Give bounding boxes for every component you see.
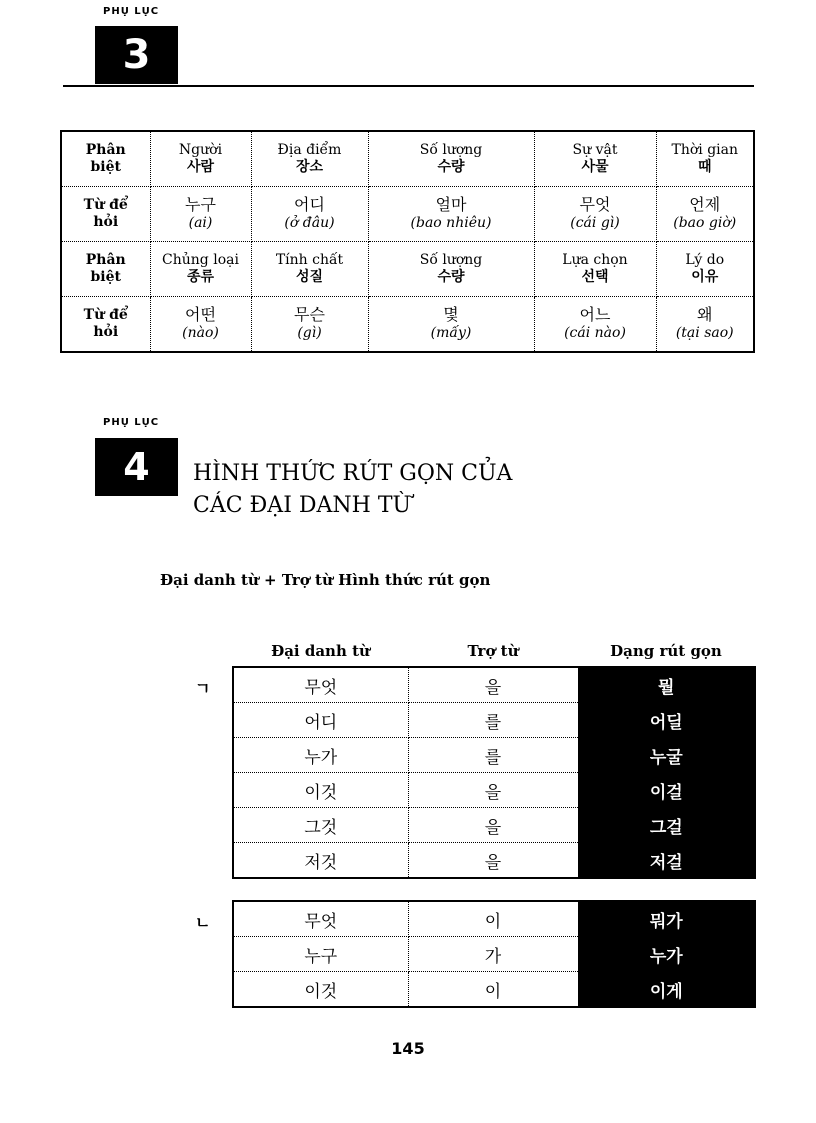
pronoun-cell: 무엇 <box>233 667 408 703</box>
pronoun-cell: 이것 <box>233 972 408 1008</box>
group-marker-2: ㄴ <box>195 913 211 932</box>
korean-question-word: 어느 <box>579 305 611 325</box>
particle-cell: 를 <box>408 703 578 738</box>
vietnamese-meaning: (tại sao) <box>675 325 734 342</box>
table1-cell <box>656 242 754 297</box>
category-vietnamese: Số lượng <box>419 251 483 268</box>
row-header-line: Phân <box>85 251 126 268</box>
short-form-cell: 그걸 <box>578 808 755 843</box>
korean-question-word: 왜 <box>697 305 713 325</box>
category-korean: 사물 <box>581 159 609 175</box>
row-header-line: hỏi <box>93 214 119 230</box>
appendix-4-label: PHỤ LỤC <box>103 417 160 428</box>
table1-cell <box>251 131 368 187</box>
formula-text: Đại danh từ + Trợ từ Hình thức rút gọn <box>160 571 491 589</box>
pronoun-cell: 이것 <box>233 773 408 808</box>
table1-cell <box>534 131 656 187</box>
category-korean: 종류 <box>186 269 215 285</box>
particle-cell: 을 <box>408 808 578 843</box>
contraction-table-group-1 <box>232 666 756 879</box>
short-form-cell: 뭐가 <box>578 901 755 937</box>
category-vietnamese: Lý do <box>685 251 725 268</box>
row-header-line: Từ để <box>83 196 128 213</box>
row-header-line: biệt <box>90 269 121 285</box>
group-marker-1: ㄱ <box>195 679 211 698</box>
row-header-line: Từ để <box>83 306 128 323</box>
column-header-short-form: Dạng rút gọn <box>610 642 722 660</box>
table1-cell <box>251 297 368 353</box>
table1-row <box>61 242 754 297</box>
particle-cell: 가 <box>408 937 578 972</box>
row-header-line: biệt <box>90 159 121 175</box>
particle-cell: 를 <box>408 738 578 773</box>
korean-question-word: 무엇 <box>579 195 611 215</box>
table1-cell <box>150 131 251 187</box>
row-header <box>61 297 150 353</box>
vietnamese-meaning: (ai) <box>188 215 213 232</box>
table1-cell <box>150 297 251 353</box>
table1-cell <box>656 297 754 353</box>
contraction-row <box>233 843 755 879</box>
vietnamese-meaning: (ở đâu) <box>284 215 335 232</box>
contraction-table-group-2 <box>232 900 756 1008</box>
particle-cell: 을 <box>408 843 578 879</box>
short-form-cell: 누가 <box>578 937 755 972</box>
category-vietnamese: Tính chất <box>275 251 344 268</box>
question-words-table <box>60 130 755 353</box>
vietnamese-meaning: (mấy) <box>430 325 472 342</box>
appendix-4-number-box <box>95 438 178 496</box>
category-korean: 성질 <box>295 269 324 285</box>
header-rule <box>63 85 754 87</box>
table1-cell <box>368 242 534 297</box>
pronoun-cell: 어디 <box>233 703 408 738</box>
contraction-row <box>233 738 755 773</box>
short-form-cell: 어딜 <box>578 703 755 738</box>
section-title-line-1: HÌNH THỨC RÚT GỌN CỦA <box>193 461 513 486</box>
short-form-cell: 저걸 <box>578 843 755 879</box>
pronoun-cell: 저것 <box>233 843 408 879</box>
table1-cell <box>368 187 534 242</box>
page-number: 145 <box>391 1039 425 1058</box>
category-korean: 수량 <box>437 269 465 285</box>
table1-cell <box>534 297 656 353</box>
category-vietnamese: Địa điểm <box>277 141 342 158</box>
particle-cell: 이 <box>408 972 578 1008</box>
table1-row <box>61 187 754 242</box>
category-korean: 때 <box>697 159 712 175</box>
row-header <box>61 131 150 187</box>
table1-cell <box>656 187 754 242</box>
vietnamese-meaning: (bao giờ) <box>673 215 737 232</box>
table1-row <box>61 131 754 187</box>
pronoun-cell: 누가 <box>233 738 408 773</box>
contraction-row <box>233 667 755 703</box>
vietnamese-meaning: (cái gì) <box>570 215 620 232</box>
section-title <box>193 458 512 522</box>
korean-question-word: 무슨 <box>294 305 325 325</box>
category-vietnamese: Thời gian <box>671 141 738 158</box>
category-vietnamese: Số lượng <box>419 141 483 158</box>
table1-cell <box>150 187 251 242</box>
table1-cell <box>656 131 754 187</box>
pronoun-cell: 그것 <box>233 808 408 843</box>
table1-cell <box>251 187 368 242</box>
category-korean: 수량 <box>437 159 465 175</box>
table1-cell <box>368 297 534 353</box>
category-vietnamese: Lựa chọn <box>562 251 628 268</box>
category-korean: 이유 <box>691 269 719 285</box>
table1-cell <box>251 242 368 297</box>
korean-question-word: 언제 <box>689 195 721 215</box>
particle-cell: 을 <box>408 667 578 703</box>
row-header <box>61 187 150 242</box>
column-header-pronoun: Đại danh từ <box>271 642 370 660</box>
contraction-row <box>233 773 755 808</box>
vietnamese-meaning: (bao nhiêu) <box>410 215 492 232</box>
korean-question-word: 몇 <box>443 305 459 325</box>
table1-cell <box>150 242 251 297</box>
table1-row <box>61 297 754 353</box>
pronoun-cell: 누구 <box>233 937 408 972</box>
row-header-line: hỏi <box>93 324 119 340</box>
pronoun-cell: 무엇 <box>233 901 408 937</box>
category-korean: 사람 <box>186 159 215 175</box>
particle-cell: 이 <box>408 901 578 937</box>
contraction-row <box>233 937 755 972</box>
contraction-row <box>233 972 755 1008</box>
column-header-particle: Trợ từ <box>467 642 519 660</box>
category-korean: 장소 <box>295 159 324 175</box>
category-korean: 선택 <box>581 269 609 285</box>
row-header <box>61 242 150 297</box>
contraction-row <box>233 703 755 738</box>
category-vietnamese: Người <box>178 141 223 158</box>
korean-question-word: 누구 <box>185 195 216 215</box>
korean-question-word: 어디 <box>294 195 325 215</box>
table1-cell <box>368 131 534 187</box>
particle-cell: 을 <box>408 773 578 808</box>
table1-cell <box>534 242 656 297</box>
vietnamese-meaning: (cái nào) <box>564 325 626 342</box>
section-title-line-2: CÁC ĐẠI DANH TỪ <box>193 493 412 518</box>
short-form-cell: 뭘 <box>578 667 755 703</box>
short-form-cell: 이게 <box>578 972 755 1008</box>
korean-question-word: 얼마 <box>435 195 467 215</box>
vietnamese-meaning: (gì) <box>297 325 322 342</box>
contraction-row <box>233 901 755 937</box>
appendix-4-number: 4 <box>123 445 150 489</box>
row-header-line: Phân <box>85 141 126 158</box>
appendix-3-label: PHỤ LỤC <box>103 6 160 17</box>
short-form-cell: 이걸 <box>578 773 755 808</box>
korean-question-word: 어떤 <box>185 305 216 325</box>
category-vietnamese: Sự vật <box>572 141 618 158</box>
category-vietnamese: Chủng loại <box>162 251 239 268</box>
table1-cell <box>534 187 656 242</box>
appendix-3-number: 3 <box>122 32 151 78</box>
vietnamese-meaning: (nào) <box>182 325 219 342</box>
short-form-cell: 누굴 <box>578 738 755 773</box>
contraction-row <box>233 808 755 843</box>
appendix-3-number-box <box>95 26 178 84</box>
